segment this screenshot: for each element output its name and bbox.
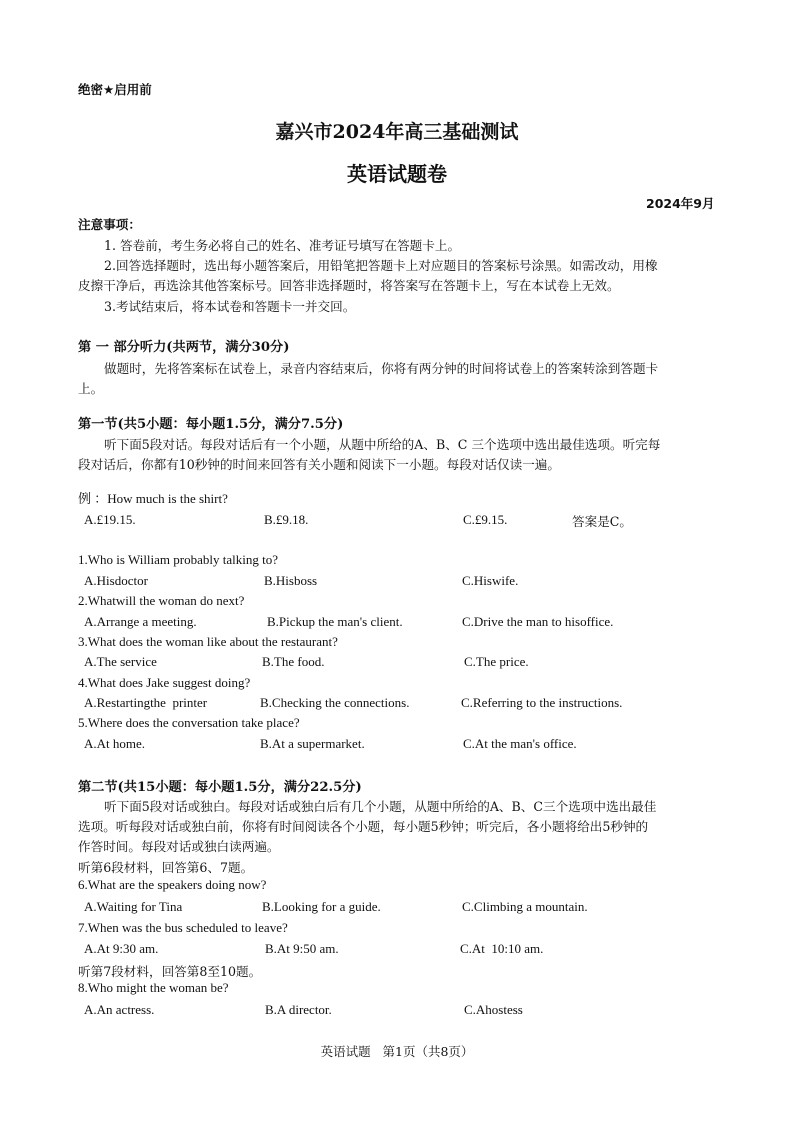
q3-option-a: A.The service: [84, 654, 157, 669]
q5-option-c: C.At the man's office.: [463, 736, 577, 751]
section2-instructions: 听下面5段对话或独白。每段对话或独白后有几个小题，从题中所给的A、B、C三个选项中选出最佳: [104, 799, 657, 814]
question-7: 7.When was the bus scheduled to leave?: [78, 920, 288, 935]
q3-option-c: C.The price.: [464, 654, 529, 669]
question-5: 5.Where does the conversation take place?: [78, 715, 300, 730]
q5-option-b: B.At a supermarket.: [260, 736, 365, 751]
confidential-mark: 绝密★启用前: [78, 82, 152, 97]
section1-instructions-cont: 段对话后，你都有10秒钟的时间来回答有关小题和阅读下一小题。每段对话仅读一遍。: [78, 457, 560, 472]
question-1: 1.Who is William probably talking to?: [78, 552, 278, 567]
question-8: 8.Who might the woman be?: [78, 980, 229, 995]
section2-heading: 第二节(共15小题：每小题1.5分，满分22.5分): [78, 780, 362, 795]
notice-item-3: 3.考试结束后，将本试卷和答题卡一并交回。: [104, 299, 356, 314]
q4-option-a: A.Restartingthe printer: [84, 695, 208, 710]
q6-option-a: A.Waiting for Tina: [84, 899, 183, 914]
q3-option-b: B.The food.: [262, 654, 325, 669]
q1-option-c: C.Hiswife.: [462, 573, 519, 588]
part1-instructions: 做题时，先将答案标在试卷上，录音内容结束后，你将有两分钟的时间将试卷上的答案转涂到答题卡: [104, 361, 659, 376]
q8-option-c: C.Ahostess: [464, 1002, 523, 1017]
section2-instructions-cont2: 作答时间。每段对话或独白读两遍。: [78, 839, 280, 854]
exam-date: 2024年9月: [646, 196, 715, 211]
part1-heading: 第 一 部分听力(共两节，满分30分): [78, 340, 290, 355]
q2-option-a: A.Arrange a meeting.: [84, 614, 197, 629]
section1-instructions: 听下面5段对话。每段对话后有一个小题，从题中所给的A、B、C 三个选项中选出最佳选项。听完每: [104, 437, 661, 452]
q5-option-a: A.At home.: [84, 736, 146, 751]
q7-option-a: A.At 9:30 am.: [84, 941, 159, 956]
material-7-label: 听第7段材料，回答第8至10题。: [78, 964, 262, 979]
example-option-c: C.£9.15.: [463, 512, 508, 527]
q1-option-b: B.Hisboss: [264, 573, 318, 588]
page-footer: 英语试题 第1页（共8页）: [320, 1044, 474, 1059]
example-answer: 答案是C。: [572, 514, 633, 529]
q2-option-c: C.Drive the man to hisoffice.: [462, 614, 614, 629]
q7-option-c: C.At 10:10 am.: [460, 941, 544, 956]
question-4: 4.What does Jake suggest doing?: [78, 675, 251, 690]
section1-heading: 第一节(共5小题：每小题1.5分，满分7.5分): [78, 417, 344, 432]
q1-option-a: A.Hisdoctor: [84, 573, 148, 588]
q8-option-a: A.An actress.: [84, 1002, 155, 1017]
notice-item-1: 1. 答卷前，考生务必将自己的姓名、准考证号填写在答题卡上。: [104, 238, 461, 253]
q2-option-b: B.Pickup the man's client.: [267, 614, 403, 629]
question-6: 6.What are the speakers doing now?: [78, 877, 267, 892]
material-6-label: 听第6段材料，回答第6、7题。: [78, 860, 254, 875]
notice-item-2: 2.回答选择题时，选出每小题答案后，用铅笔把答题卡上对应题目的答案标号涂黑。如需改动，用橡: [104, 258, 658, 273]
q4-option-b: B.Checking the connections.: [260, 695, 410, 710]
q7-option-b: B.At 9:50 am.: [265, 941, 339, 956]
notice-title: 注意事项：: [78, 217, 141, 232]
question-2: 2.Whatwill the woman do next?: [78, 593, 245, 608]
notice-item-2-cont: 皮擦干净后，再选涂其他答案标号。回答非选择题时，将答案写在答题卡上，写在本试卷上无效。: [78, 278, 620, 293]
exam-subtitle: 英语试题卷: [347, 162, 447, 186]
example-option-b: B.£9.18.: [264, 512, 309, 527]
section2-instructions-cont: 选项。听每段对话或独白前，你将有时间阅读各个小题，每小题5秒钟；听完后，各小题将给出5秒钟的: [78, 819, 649, 834]
example-option-a: A.£19.15.: [84, 512, 136, 527]
q8-option-b: B.A director.: [265, 1002, 332, 1017]
question-3: 3.What does the woman like about the restaurant?: [78, 634, 338, 649]
q4-option-c: C.Referring to the instructions.: [461, 695, 623, 710]
example-question: 例 ：How much is the shirt?: [78, 491, 228, 506]
part1-instructions-cont: 上。: [78, 381, 104, 396]
q6-option-c: C.Climbing a mountain.: [462, 899, 588, 914]
exam-title: 嘉兴市2024年高三基础测试: [275, 121, 519, 143]
q6-option-b: B.Looking for a guide.: [262, 899, 381, 914]
